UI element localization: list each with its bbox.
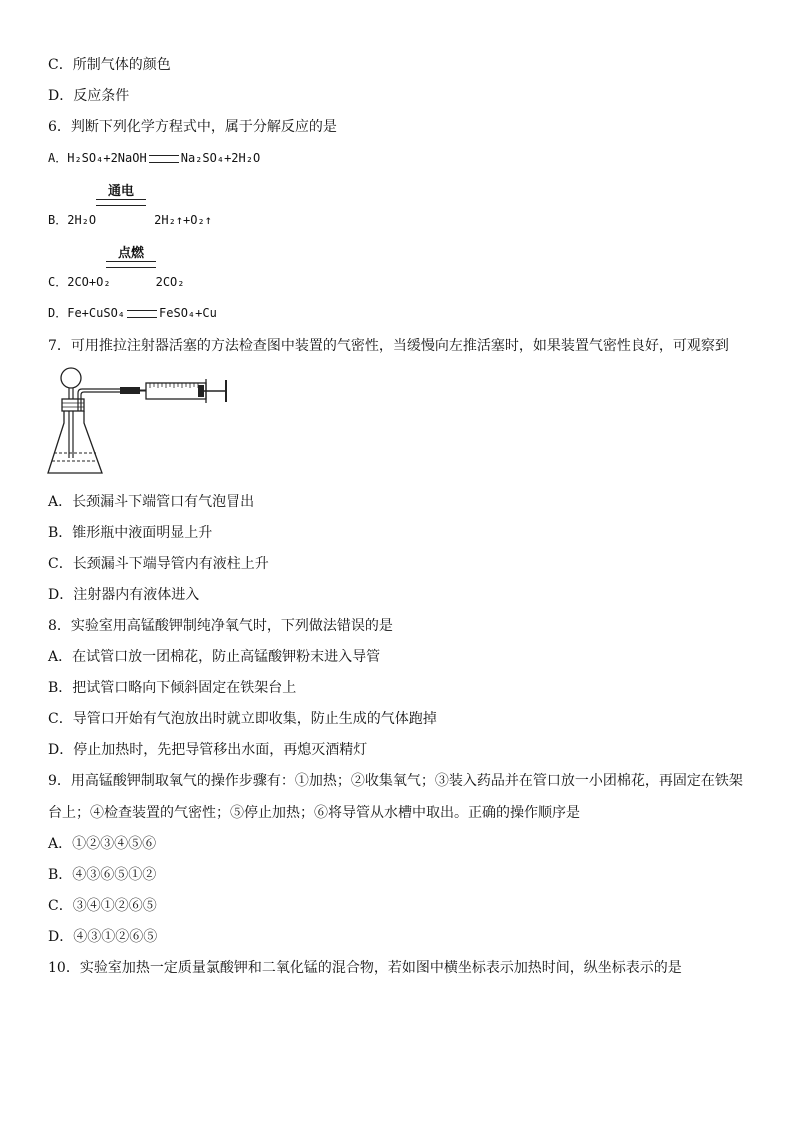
q7-option-d: D．注射器内有液体进入: [48, 587, 200, 603]
q6-c-condition: 点燃: [118, 246, 145, 261]
q9-option-b: B．④③⑥⑤①②: [48, 867, 157, 883]
q6-c-label: C．: [48, 275, 68, 289]
q6-d-right: FeSO₄+Cu: [159, 306, 217, 320]
q6-option-c: [48, 272, 185, 292]
q6-option-a: [48, 148, 260, 168]
q6-d-label: D．: [48, 306, 68, 320]
airtightness-apparatus-figure: [40, 365, 240, 480]
q9-option-d: D．④③①②⑥⑤: [48, 929, 158, 945]
q7-option-a: A．长颈漏斗下端管口有气泡冒出: [48, 494, 255, 510]
q9-option-c: C．③④①②⑥⑤: [48, 898, 157, 914]
q6-a-right: Na₂SO₄+2H₂O: [180, 151, 261, 165]
equals-sign-icon: [149, 155, 179, 163]
q6-d-left: Fe+CuSO₄: [67, 306, 126, 320]
q9-option-a: A．①②③④⑤⑥: [48, 836, 157, 852]
q10-stem: 10．实验室加热一定质量氯酸钾和二氧化锰的混合物，若如图中横坐标表示加热时间，纵坐标表示的是: [48, 960, 682, 976]
q5-option-d: D．反应条件: [48, 88, 130, 104]
q7-option-b: B．锥形瓶中液面明显上升: [48, 525, 213, 541]
q9-stem-line2: 台上；④检查装置的气密性；⑤停止加热；⑥将导管从水槽中取出。正确的操作顺序是: [48, 805, 580, 821]
q6-option-d: [48, 303, 217, 323]
q6-a-left: H₂SO₄+2NaOH: [67, 151, 147, 165]
q6-stem: 6．判断下列化学方程式中，属于分解反应的是: [48, 119, 337, 135]
q6-b-right: 2H₂↑+O₂↑: [154, 213, 212, 227]
q6-b-left: 2H₂O: [67, 213, 97, 227]
q8-option-d: D．停止加热时，先把导管移出水面，再熄灭酒精灯: [48, 742, 368, 758]
q7-option-c: C．长颈漏斗下端导管内有液柱上升: [48, 556, 269, 572]
condition-bar-icon: [106, 261, 156, 268]
q8-option-b: B．把试管口略向下倾斜固定在铁架台上: [48, 680, 297, 696]
q6-c-right: 2CO₂: [155, 275, 185, 289]
equals-sign-icon: [127, 310, 157, 318]
q6-c-left: 2CO+O₂: [67, 275, 111, 289]
q5-option-c: C．所制气体的颜色: [48, 57, 171, 73]
q7-stem: 7．可用推拉注射器活塞的方法检查图中装置的气密性，当缓慢向左推活塞时，如果装置气密性良好，可观察到: [48, 338, 729, 354]
q6-b-label: B．: [48, 213, 68, 227]
q9-stem-line1: 9．用高锰酸钾制取氧气的操作步骤有：①加热；②收集氧气；③装入药品并在管口放一小团棉花，再固定在铁架: [48, 773, 743, 789]
condition-bar-icon: [96, 199, 146, 206]
q6-a-label: A．: [48, 151, 68, 165]
q8-option-a: A．在试管口放一团棉花，防止高锰酸钾粉末进入导管: [48, 649, 381, 665]
q6-b-condition: 通电: [108, 184, 135, 199]
q6-option-b: [48, 210, 212, 230]
q8-stem: 8．实验室用高锰酸钾制纯净氧气时，下列做法错误的是: [48, 618, 393, 634]
q8-option-c: C．导管口开始有气泡放出时就立即收集，防止生成的气体跑掉: [48, 711, 437, 727]
